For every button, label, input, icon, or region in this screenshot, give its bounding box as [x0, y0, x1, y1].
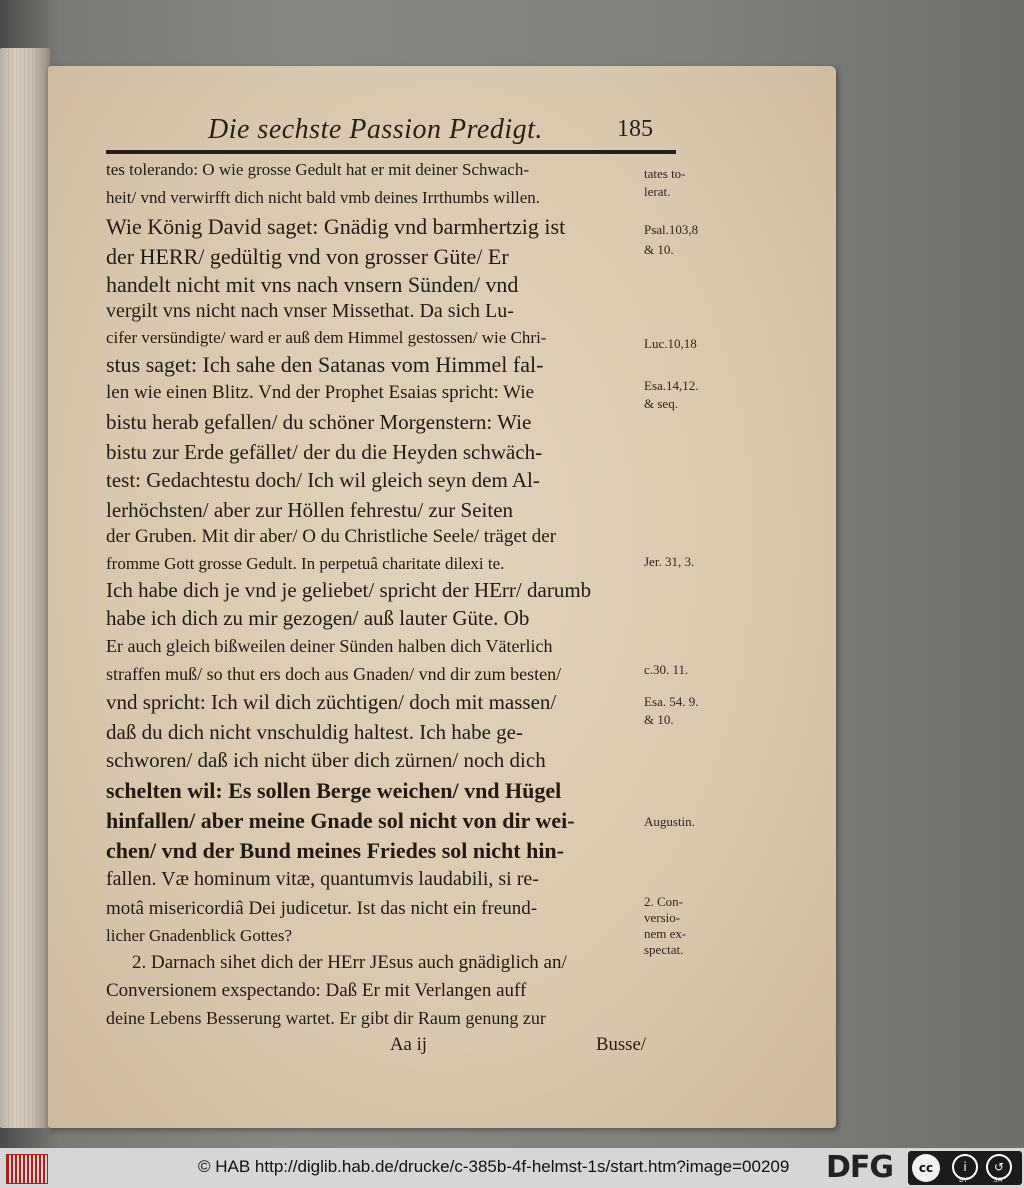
text-line: vergilt vns nicht nach vnser Missethat. Da sich Lu-: [106, 300, 514, 322]
book-page: [48, 66, 836, 1128]
text-line: fallen. Væ hominum vitæ, quantumvis laudabili, si re-: [106, 868, 539, 890]
text-line: test: Gedachtestu doch/ Ich wil gleich seyn dem Al-: [106, 468, 540, 492]
text-line: licher Gnadenblick Gottes?: [106, 926, 292, 945]
text-line: habe ich dich zu mir gezogen/ auß lauter Güte. Ob: [106, 606, 530, 630]
text-line: Ich habe dich je vnd je geliebet/ spricht der HErr/ darumb: [106, 578, 592, 602]
margin-note: Psal.103,8: [644, 222, 699, 237]
text-line: bistu zur Erde gefället/ der du die Heyden schwäch-: [106, 440, 543, 464]
margin-note: Luc.10,18: [644, 336, 697, 351]
text-line: cifer versündigte/ ward er auß dem Himmel gestossen/ wie Chri-: [106, 328, 547, 347]
margin-note: & 10.: [644, 242, 674, 257]
cc-by-label: BY: [959, 1176, 968, 1184]
text-line: handelt nicht mit vns nach vnsern Sünden/ vnd: [106, 272, 519, 297]
text-line: Er auch gleich bißweilen deiner Sünden halben dich Väterlich: [106, 636, 553, 656]
viewer-footer: [0, 1148, 1024, 1188]
margin-note: tates to-: [644, 166, 686, 181]
margin-note: versio-: [644, 910, 681, 925]
text-line: fromme Gott grosse Gedult. In perpetuâ charitate dilexi te.: [106, 554, 505, 573]
dfg-logo: DFG: [826, 1150, 894, 1185]
header-rule: [106, 150, 676, 154]
book-edge: [0, 48, 50, 1128]
text-line: bistu herab gefallen/ du schöner Morgenstern: Wie: [106, 410, 532, 434]
margin-note: Esa. 54. 9.: [644, 694, 699, 709]
running-header: [208, 114, 728, 154]
text-line: schelten wil: Es sollen Berge weichen/ vnd Hügel: [106, 778, 562, 803]
margin-note: nem ex-: [644, 926, 687, 941]
text-line: vnd spricht: Ich wil dich züchtigen/ doch mit massen/: [106, 690, 557, 714]
text-line: der Gruben. Mit dir aber/ O du Christliche Seele/ träget der: [106, 526, 557, 547]
text-line: der HERR/ gedültig vnd von grosser Güte/ Er: [106, 244, 509, 269]
margin-note: c.30. 11.: [644, 662, 689, 677]
margin-note: lerat.: [644, 184, 671, 199]
text-line: lerhöchsten/ aber zur Höllen fehrestu/ zur Seiten: [106, 498, 514, 522]
hab-barcode-logo-icon: [6, 1154, 48, 1184]
text-line: motâ misericordiâ Dei judicetur. Ist das nicht ein freund-: [106, 898, 538, 919]
text-line: Wie König David saget: Gnädig vnd barmhertzig ist: [106, 214, 566, 239]
copyright-link[interactable]: © HAB http://diglib.hab.de/drucke/c-385b-4f-helmst-1s/start.htm?image=00209: [198, 1157, 790, 1176]
text-line: deine Lebens Besserung wartet. Er gibt dir Raum genung zur: [106, 1008, 546, 1028]
text-line: schworen/ daß ich nicht über dich zürnen/ noch dich: [106, 748, 546, 772]
margin-note: & 10.: [644, 712, 674, 727]
running-title: Die sechste Passion Predigt.: [208, 114, 543, 145]
text-line: Conversionem exspectando: Daß Er mit Verlangen auff: [106, 980, 527, 1001]
page-number: 185: [617, 116, 653, 142]
text-line: stus saget: Ich sahe den Satanas vom Himmel fal-: [106, 352, 544, 377]
cc-by-icon: i: [952, 1154, 978, 1180]
catchword-line: Aa ij Busse/: [390, 1034, 647, 1055]
margin-note: 2. Con-: [644, 894, 683, 909]
margin-note: Jer. 31, 3.: [644, 554, 695, 569]
text-line: chen/ vnd der Bund meines Friedes sol nicht hin-: [106, 838, 564, 863]
cc-sa-label: SA: [993, 1176, 1003, 1184]
cc-sa-icon: ↺: [986, 1154, 1012, 1180]
margin-note: Esa.14,12.: [644, 378, 699, 393]
margin-note: Augustin.: [644, 814, 695, 829]
text-line: len wie einen Blitz. Vnd der Prophet Esaias spricht: Wie: [106, 382, 535, 403]
text-line: daß du dich nicht vnschuldig haltest. Ich habe ge-: [106, 720, 523, 744]
margin-note: & seq.: [644, 396, 678, 411]
text-line: 2. Darnach sihet dich der HErr JEsus auch gnädiglich an/: [132, 952, 567, 973]
text-line: tes tolerando: O wie grosse Gedult hat er mit deiner Schwach-: [106, 160, 529, 179]
cc-logo-icon: cc: [912, 1154, 940, 1182]
text-line: straffen muß/ so thut ers doch aus Gnaden/ vnd dir zum besten/: [106, 664, 562, 684]
cc-license-badge[interactable]: [908, 1151, 1022, 1185]
text-line: heit/ vnd verwirfft dich nicht bald vmb deines Irrthumbs willen.: [106, 188, 541, 207]
text-line: hinfallen/ aber meine Gnade sol nicht von dir wei-: [106, 808, 575, 833]
margin-note: spectat.: [644, 942, 684, 957]
